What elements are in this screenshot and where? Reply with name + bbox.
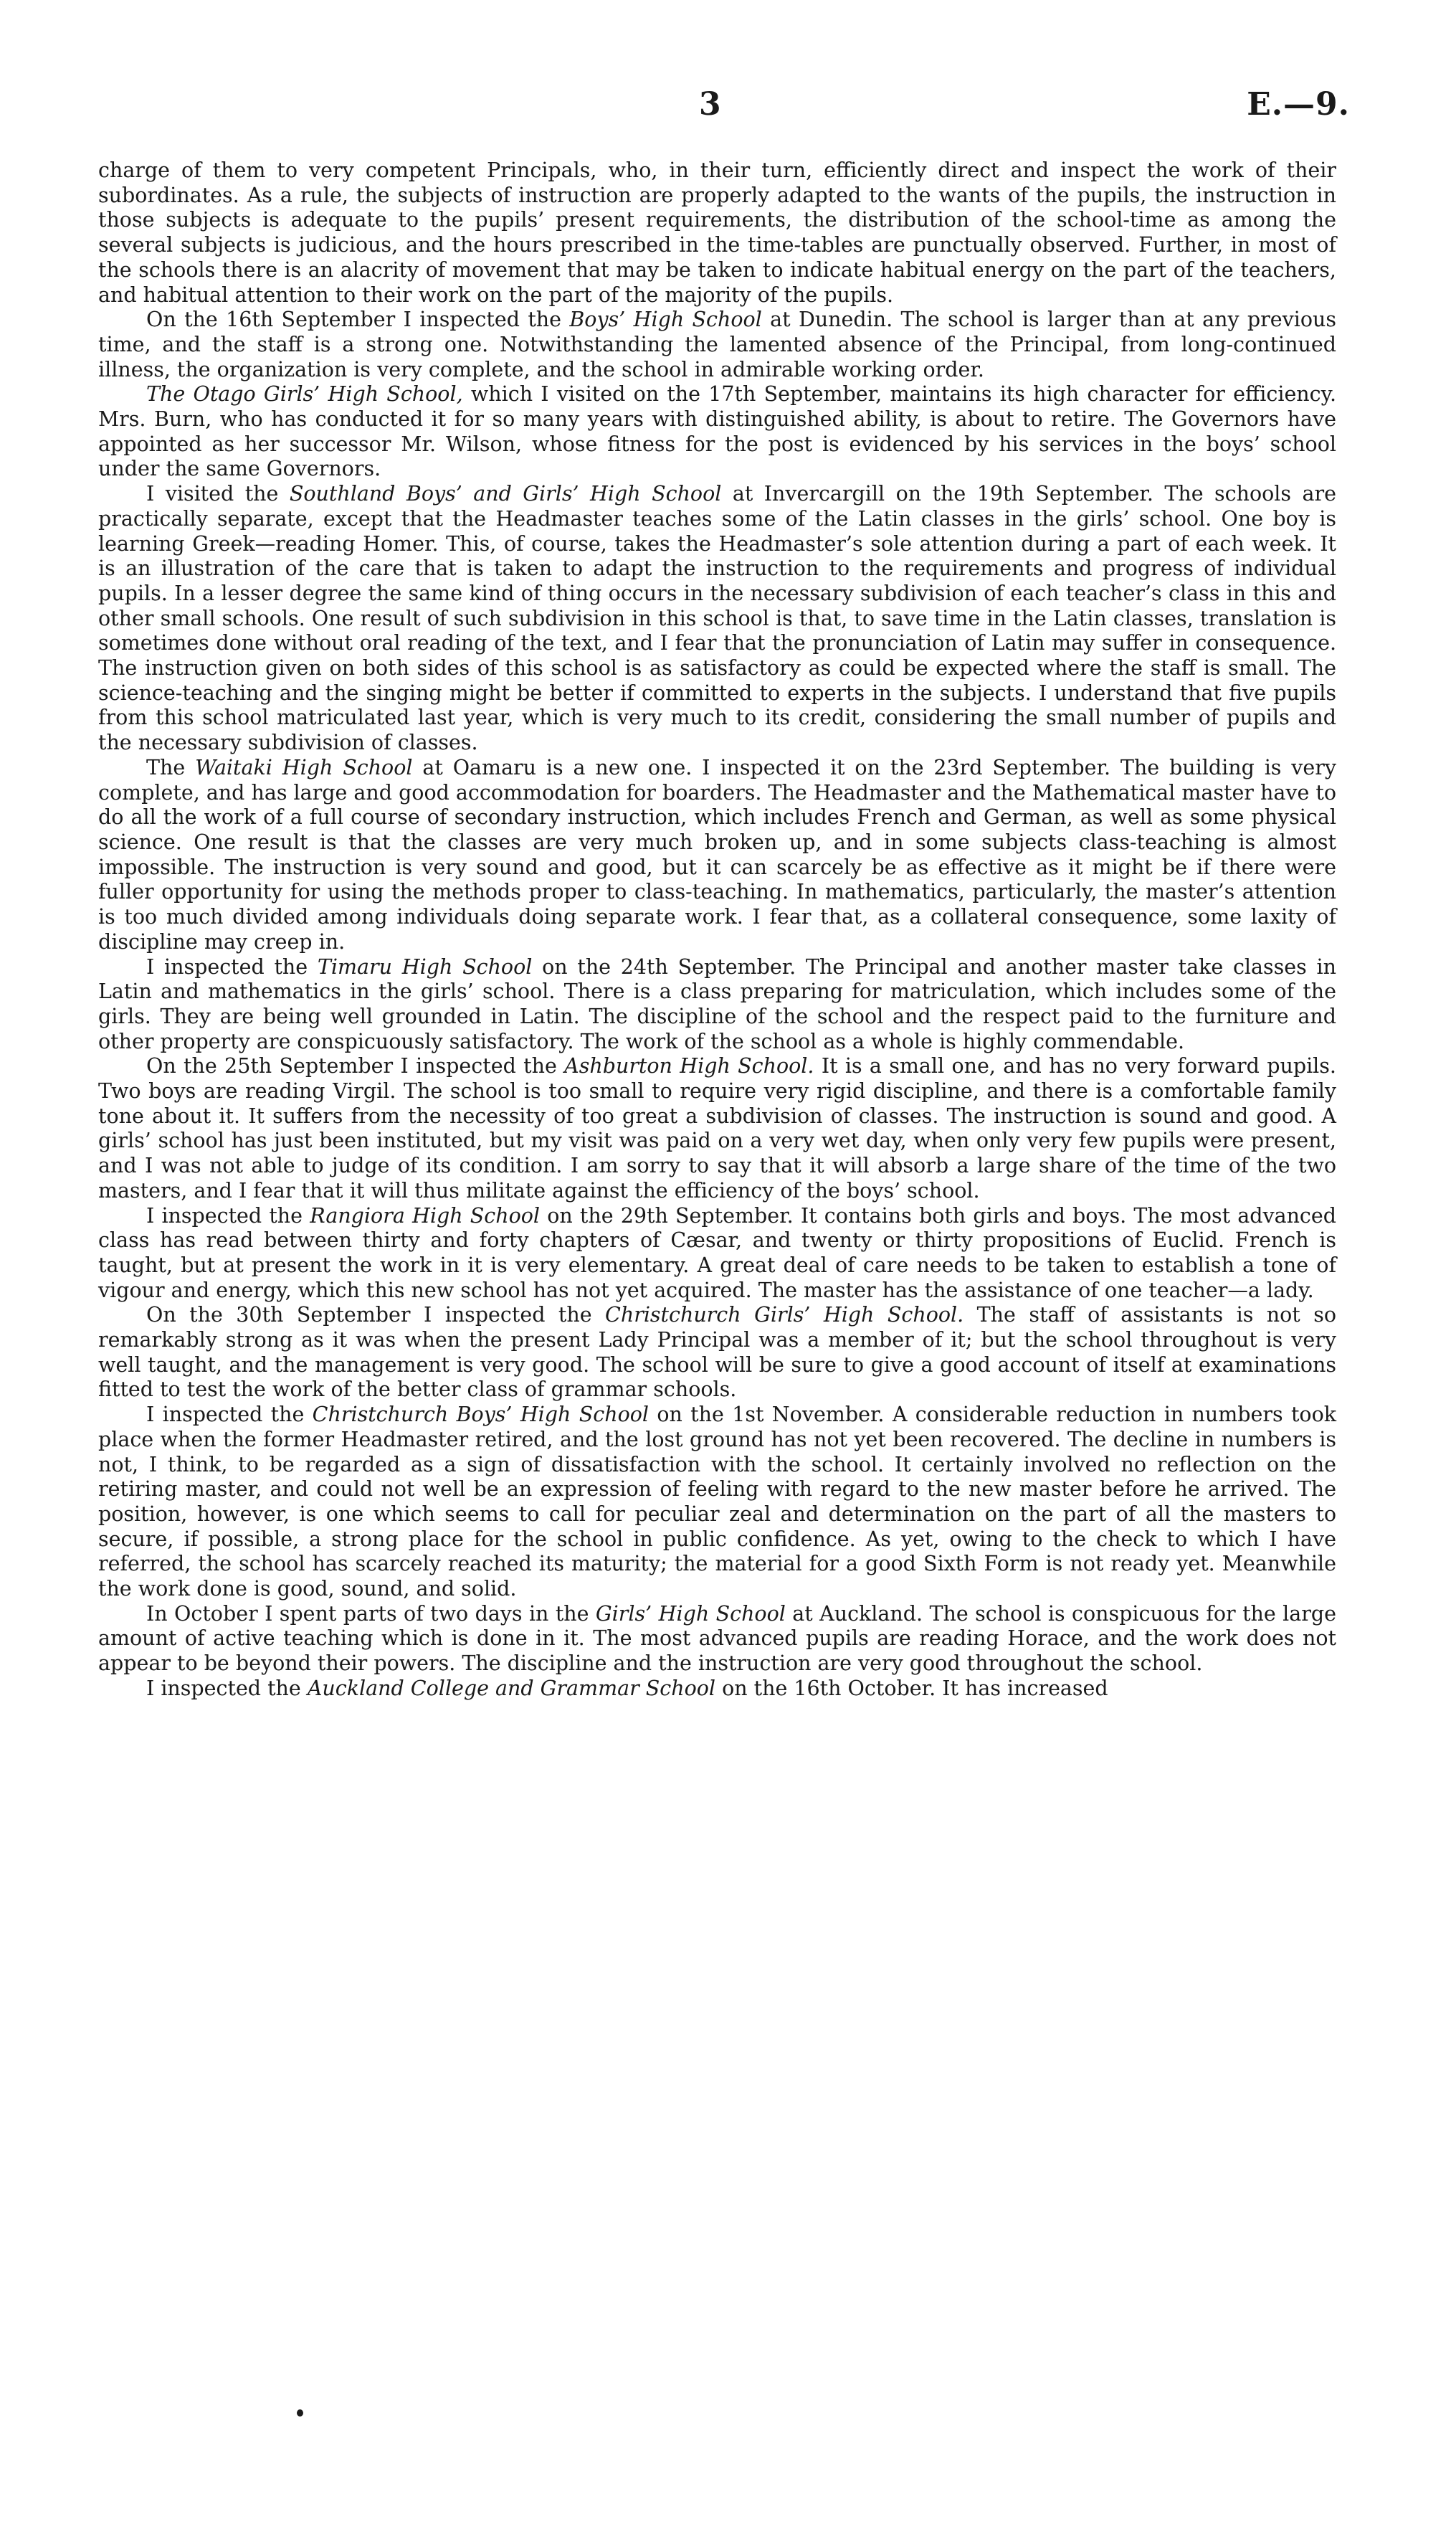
school-name: Ashburton High School.	[564, 1054, 814, 1078]
text-run: In October I spent parts of two days in the	[146, 1601, 596, 1626]
text-run: at Invercargill on the 19th September. The schools are practically separate, except that the Headmaster teaches some of the Latin classes in the girls’ school. One boy is learning Greek—reading Homer. This, of course, takes the Headmaster’s sole attention during a part of each week. It is an illustration of the care that is taken to adapt the instruction to the requirements and progress of individual pupils. In a lesser degree the same kind of thing occurs in the necessary subdivision of each teacher’s class in this and other small schools. One result of such subdivision in this school is that, to save time in the Latin classes, translation is sometimes done without oral reading of the text, and I fear that the pronunciation of Latin may suffer in consequence. The instruction given on both sides of this school is as satisfactory as could be expected where the staff is small. The science-teaching and the singing might be better if committed to experts in the subjects. I understand that five pupils from this school matriculated last year, which is very much to its credit, considering the small number of pupils and the necessary subdivision of classes.	[98, 482, 1336, 755]
paragraph	[98, 1677, 1336, 1702]
document-reference: E.—9.	[1247, 86, 1350, 123]
text-run: I inspected the	[146, 954, 318, 979]
text-run: at Oamaru is a new one. I inspected it on the 23rd September. The building is very complete, and has large and good accommodation for boarders. The Headmaster and the Mathematical master have to do all the work of a full course of secondary instruction, which includes French and German, as well as some physical science. One result is that the classes are very much broken up, and in some subjects class-teaching is almost impossible. The instruction is very sound and good, but it can scarcely be as effective as it might be if there were fuller opportunity for using the methods proper to class-teaching. In mathematics, particularly, the master’s attention is too much divided among individuals doing separate work. I fear that, as a collateral consequence, some laxity of discipline may creep in.	[98, 755, 1337, 954]
paragraph	[98, 382, 1336, 482]
text-run: at Dunedin. The school is larger than at any previous time, and the staff is a strong one. Notwithstanding the lamented absence of the Principal, from long-continued illness, the organization is very complete, and the school in admirable working order.	[98, 308, 1336, 381]
text-run: The	[146, 755, 196, 779]
school-name: Waitaki High School	[195, 755, 413, 779]
paragraph	[98, 1403, 1336, 1602]
text-run: On the 25th September I inspected the	[146, 1054, 565, 1078]
paragraph	[98, 308, 1336, 382]
paragraph	[98, 955, 1336, 1055]
text-run: It is a small one, and has no very forward pupils. Two boys are reading Virgil. The school is too small to require very rigid discipline, and there is a comfortable family tone about it. It suffers from the necessity of too great a subdivision of classes. The instruction is sound and good. A girls’ school has just been instituted, but my visit was paid on a very wet day, when only very few pupils were present, and I was not able to judge of its condition. I am sorry to say that it will absorb a large share of the time of the two masters, and I fear that it will thus militate against the efficiency of the boys’ school.	[98, 1054, 1336, 1203]
text-run: charge of them to very competent Principals, who, in their turn, efficiently direct and inspect the work of their subordinates. As a rule, the subjects of instruction are properly adapted to the wants of the pupils, the instruction in those subjects is adequate to the pupils’ present requirements, the distribution of the school-time as among the several subjects is judicious, and the hours prescribed in the time-tables are punctually observed. Further, in most of the schools there is an alacrity of movement that may be taken to indicate habitual energy on the part of the teachers, and habitual attention to their work on the part of the majority of the pupils.	[98, 158, 1336, 307]
text-run: The staff of assistants is not so remarkably strong as it was when the present Lady Principal was a member of it; but the school throughout is very well taught, and the management is very good. The school will be sure to give a good account of itself at examinations fitted to test the work of the better class of grammar schools.	[98, 1303, 1336, 1402]
school-name: Girls’ High School	[595, 1601, 786, 1626]
paragraph	[98, 756, 1336, 955]
text-run: at Auckland. The school is conspicuous for the large amount of active teaching which is done in it. The most advanced pupils are reading Horace, and the work does not appear to be beyond their powers. The discipline and the instruction are very good throughout the school.	[98, 1601, 1337, 1676]
text-run: I visited the	[146, 482, 290, 506]
text-run: I inspected the	[146, 1403, 313, 1427]
paragraph	[98, 1054, 1336, 1203]
paragraph	[98, 1602, 1336, 1677]
school-name: Southland Boys’ and Girls’ High School	[289, 482, 722, 506]
body-text	[98, 158, 1336, 1702]
page-number: 3	[699, 86, 721, 123]
text-run: on the 16th October. It has increased	[715, 1676, 1108, 1700]
school-name: Auckland College and Grammar School	[307, 1676, 716, 1700]
school-name: The Otago Girls’ High School,	[146, 382, 463, 407]
text-run: on the 24th September. The Principal and another master take classes in Latin and mathematics in the girls’ school. There is a class preparing for matriculation, which includes some of the girls. They are being well grounded in Latin. The discipline of the school and the respect paid to the furniture and other property are conspicuously satisfactory. The work of the school as a whole is highly commendable.	[98, 954, 1336, 1053]
text-run: On the 30th September I inspected the	[146, 1303, 606, 1327]
text-run: on the 1st November. A considerable reduction in numbers took place when the former Headmaster retired, and the lost ground has not yet been recovered. The decline in numbers is not, I think, to be regarded as a sign of dissatisfaction with the school. It certainly involved no reflection on the retiring master, and could not well be an expression of feeling with regard to the new master before he arrived. The position, however, is one which seems to call for peculiar zeal and determination on the part of all the masters to secure, if possible, a strong place for the school in public confidence. As yet, owing to the check to which I have referred, the school has scarcely reached its maturity; the material for a good Sixth Form is not ready yet. Meanwhile the work done is good, sound, and solid.	[98, 1403, 1336, 1601]
ink-speck	[297, 2409, 303, 2417]
paragraph	[98, 1303, 1336, 1403]
text-run: I inspected the	[146, 1676, 308, 1700]
school-name: Timaru High School	[317, 954, 533, 979]
text-run: On the 16th September I inspected the	[146, 308, 570, 332]
paragraph	[98, 482, 1336, 756]
school-name: Rangiora High School	[310, 1203, 541, 1228]
page-header	[0, 86, 1456, 136]
school-name: Christchurch Boys’ High School	[312, 1403, 649, 1427]
school-name: Boys’ High School	[569, 308, 762, 332]
paragraph	[98, 1204, 1336, 1304]
text-run: on the 29th September. It contains both girls and boys. The most advanced class has read between thirty and forty chapters of Cæsar, and twenty or thirty propositions of Euclid. French is taught, but at present the work in it is very elementary. A great deal of care needs to be taken to establish a tone of vigour and energy, which this new school has not yet acquired. The master has the assistance of one teacher—a lady.	[98, 1203, 1337, 1302]
text-run: I inspected the	[146, 1203, 310, 1228]
text-run: which I visited on the 17th September, maintains its high character for efficiency. Mrs. Burn, who has conducted it for so many years with distinguished ability, is about to retire. The Governors have appointed as her successor Mr. Wilson, whose fitness for the post is evidenced by his services in the boys’ school under the same Governors.	[98, 382, 1336, 481]
school-name: Christchurch Girls’ High School.	[605, 1303, 964, 1327]
paragraph	[98, 158, 1336, 308]
